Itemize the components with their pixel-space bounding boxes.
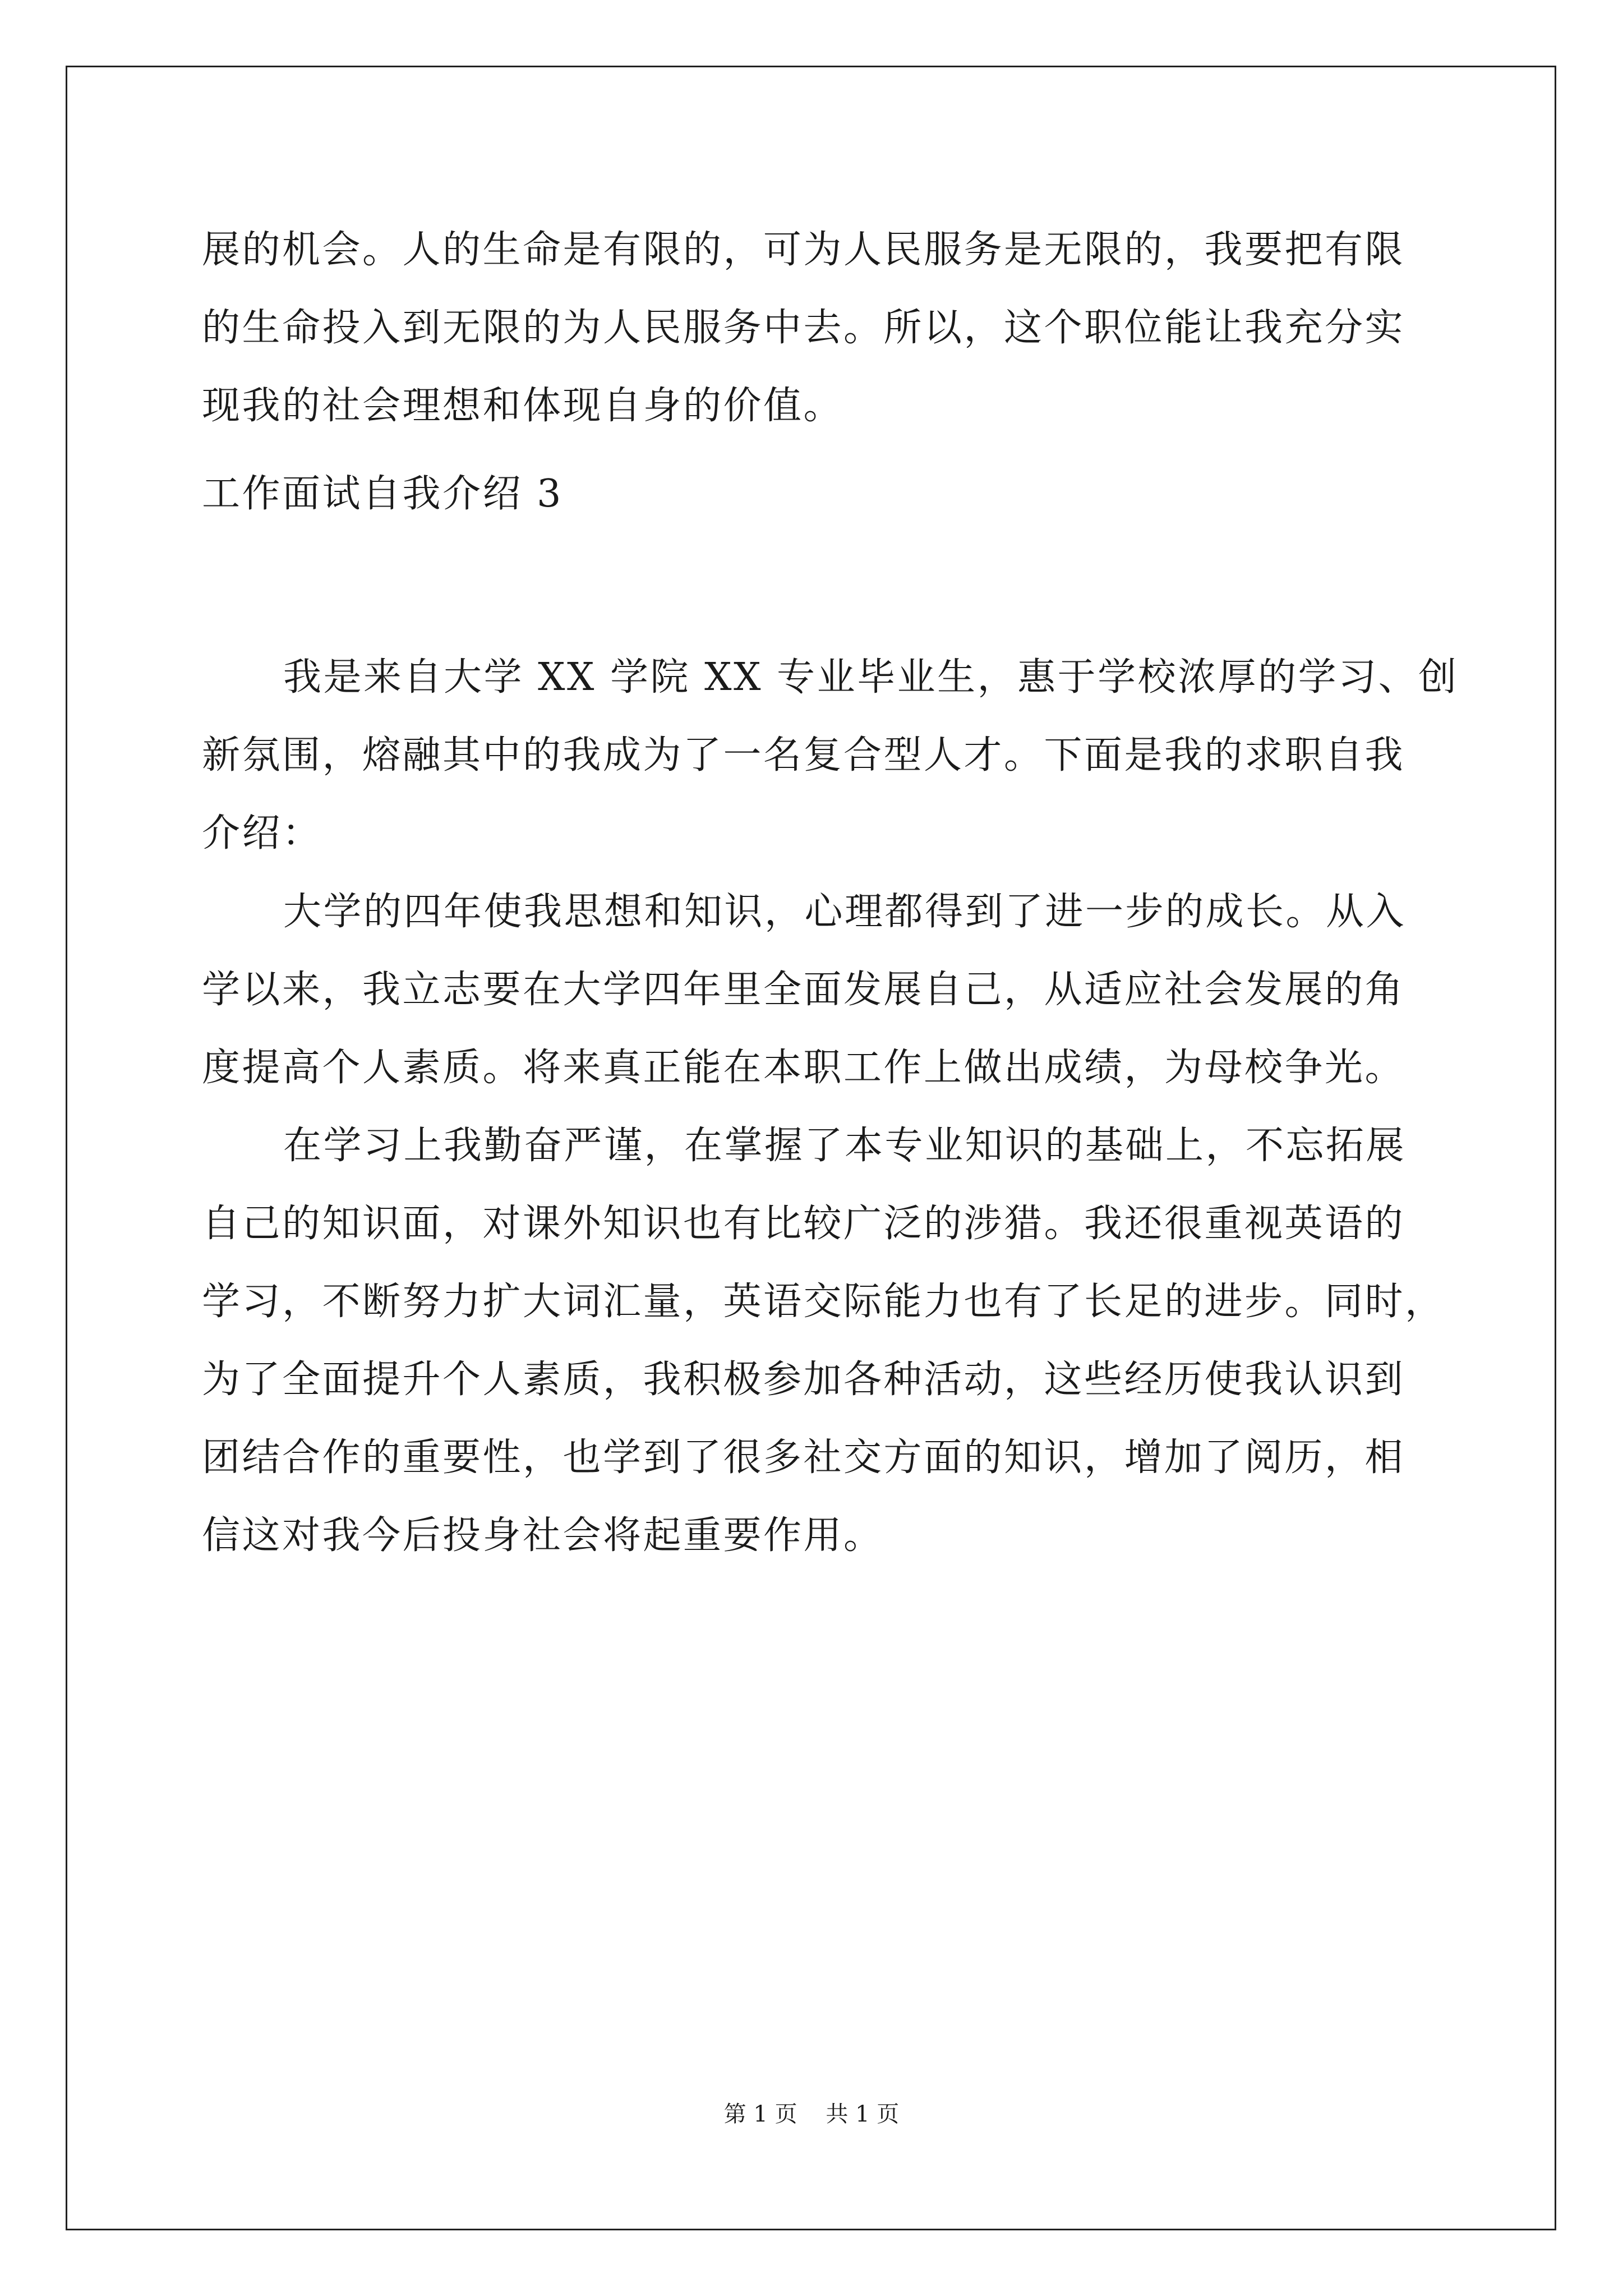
text-line: 信这对我今后投身社会将起重要作用。	[202, 1513, 884, 1558]
text-line: 在学习上我勤奋严谨，在掌握了本专业知识的基础上，不忘拓展	[283, 1124, 1407, 1168]
text-line: 新氛围，熔融其中的我成为了一名复合型人才。下面是我的求职自我	[202, 733, 1405, 777]
text-line: 学习，不断努力扩大词汇量，英语交际能力也有了长足的进步。同时，	[202, 1280, 1445, 1324]
page-number-footer: 第 1 页 共 1 页	[723, 2101, 900, 2127]
section-title: 工作面试自我介绍 3	[202, 472, 563, 516]
text-line: 学以来，我立志要在大学四年里全面发展自己，从适应社会发展的角	[202, 968, 1405, 1012]
text-line: 的生命投入到无限的为人民服务中去。所以，这个职位能让我充分实	[202, 306, 1405, 350]
text-line: 介绍：	[202, 811, 322, 855]
text-line: 为了全面提升个人素质，我积极参加各种活动，这些经历使我认识到	[202, 1358, 1405, 1402]
text-line: 现我的社会理想和体现自身的价值。	[202, 384, 844, 428]
text-line: 我是来自大学 XX 学院 XX 专业毕业生，惠于学校浓厚的学习、创	[283, 655, 1459, 700]
text-line: 展的机会。人的生命是有限的，可为人民服务是无限的，我要把有限	[202, 228, 1405, 272]
text-line: 团结合作的重要性，也学到了很多社交方面的知识，增加了阅历，相	[202, 1435, 1405, 1480]
text-line: 度提高个人素质。将来真正能在本职工作上做出成绩，为母校争光。	[202, 1046, 1405, 1090]
text-line: 大学的四年使我思想和知识，心理都得到了进一步的成长。从入	[283, 890, 1407, 934]
text-line: 自己的知识面，对课外知识也有比较广泛的涉猎。我还很重视英语的	[202, 1202, 1405, 1246]
